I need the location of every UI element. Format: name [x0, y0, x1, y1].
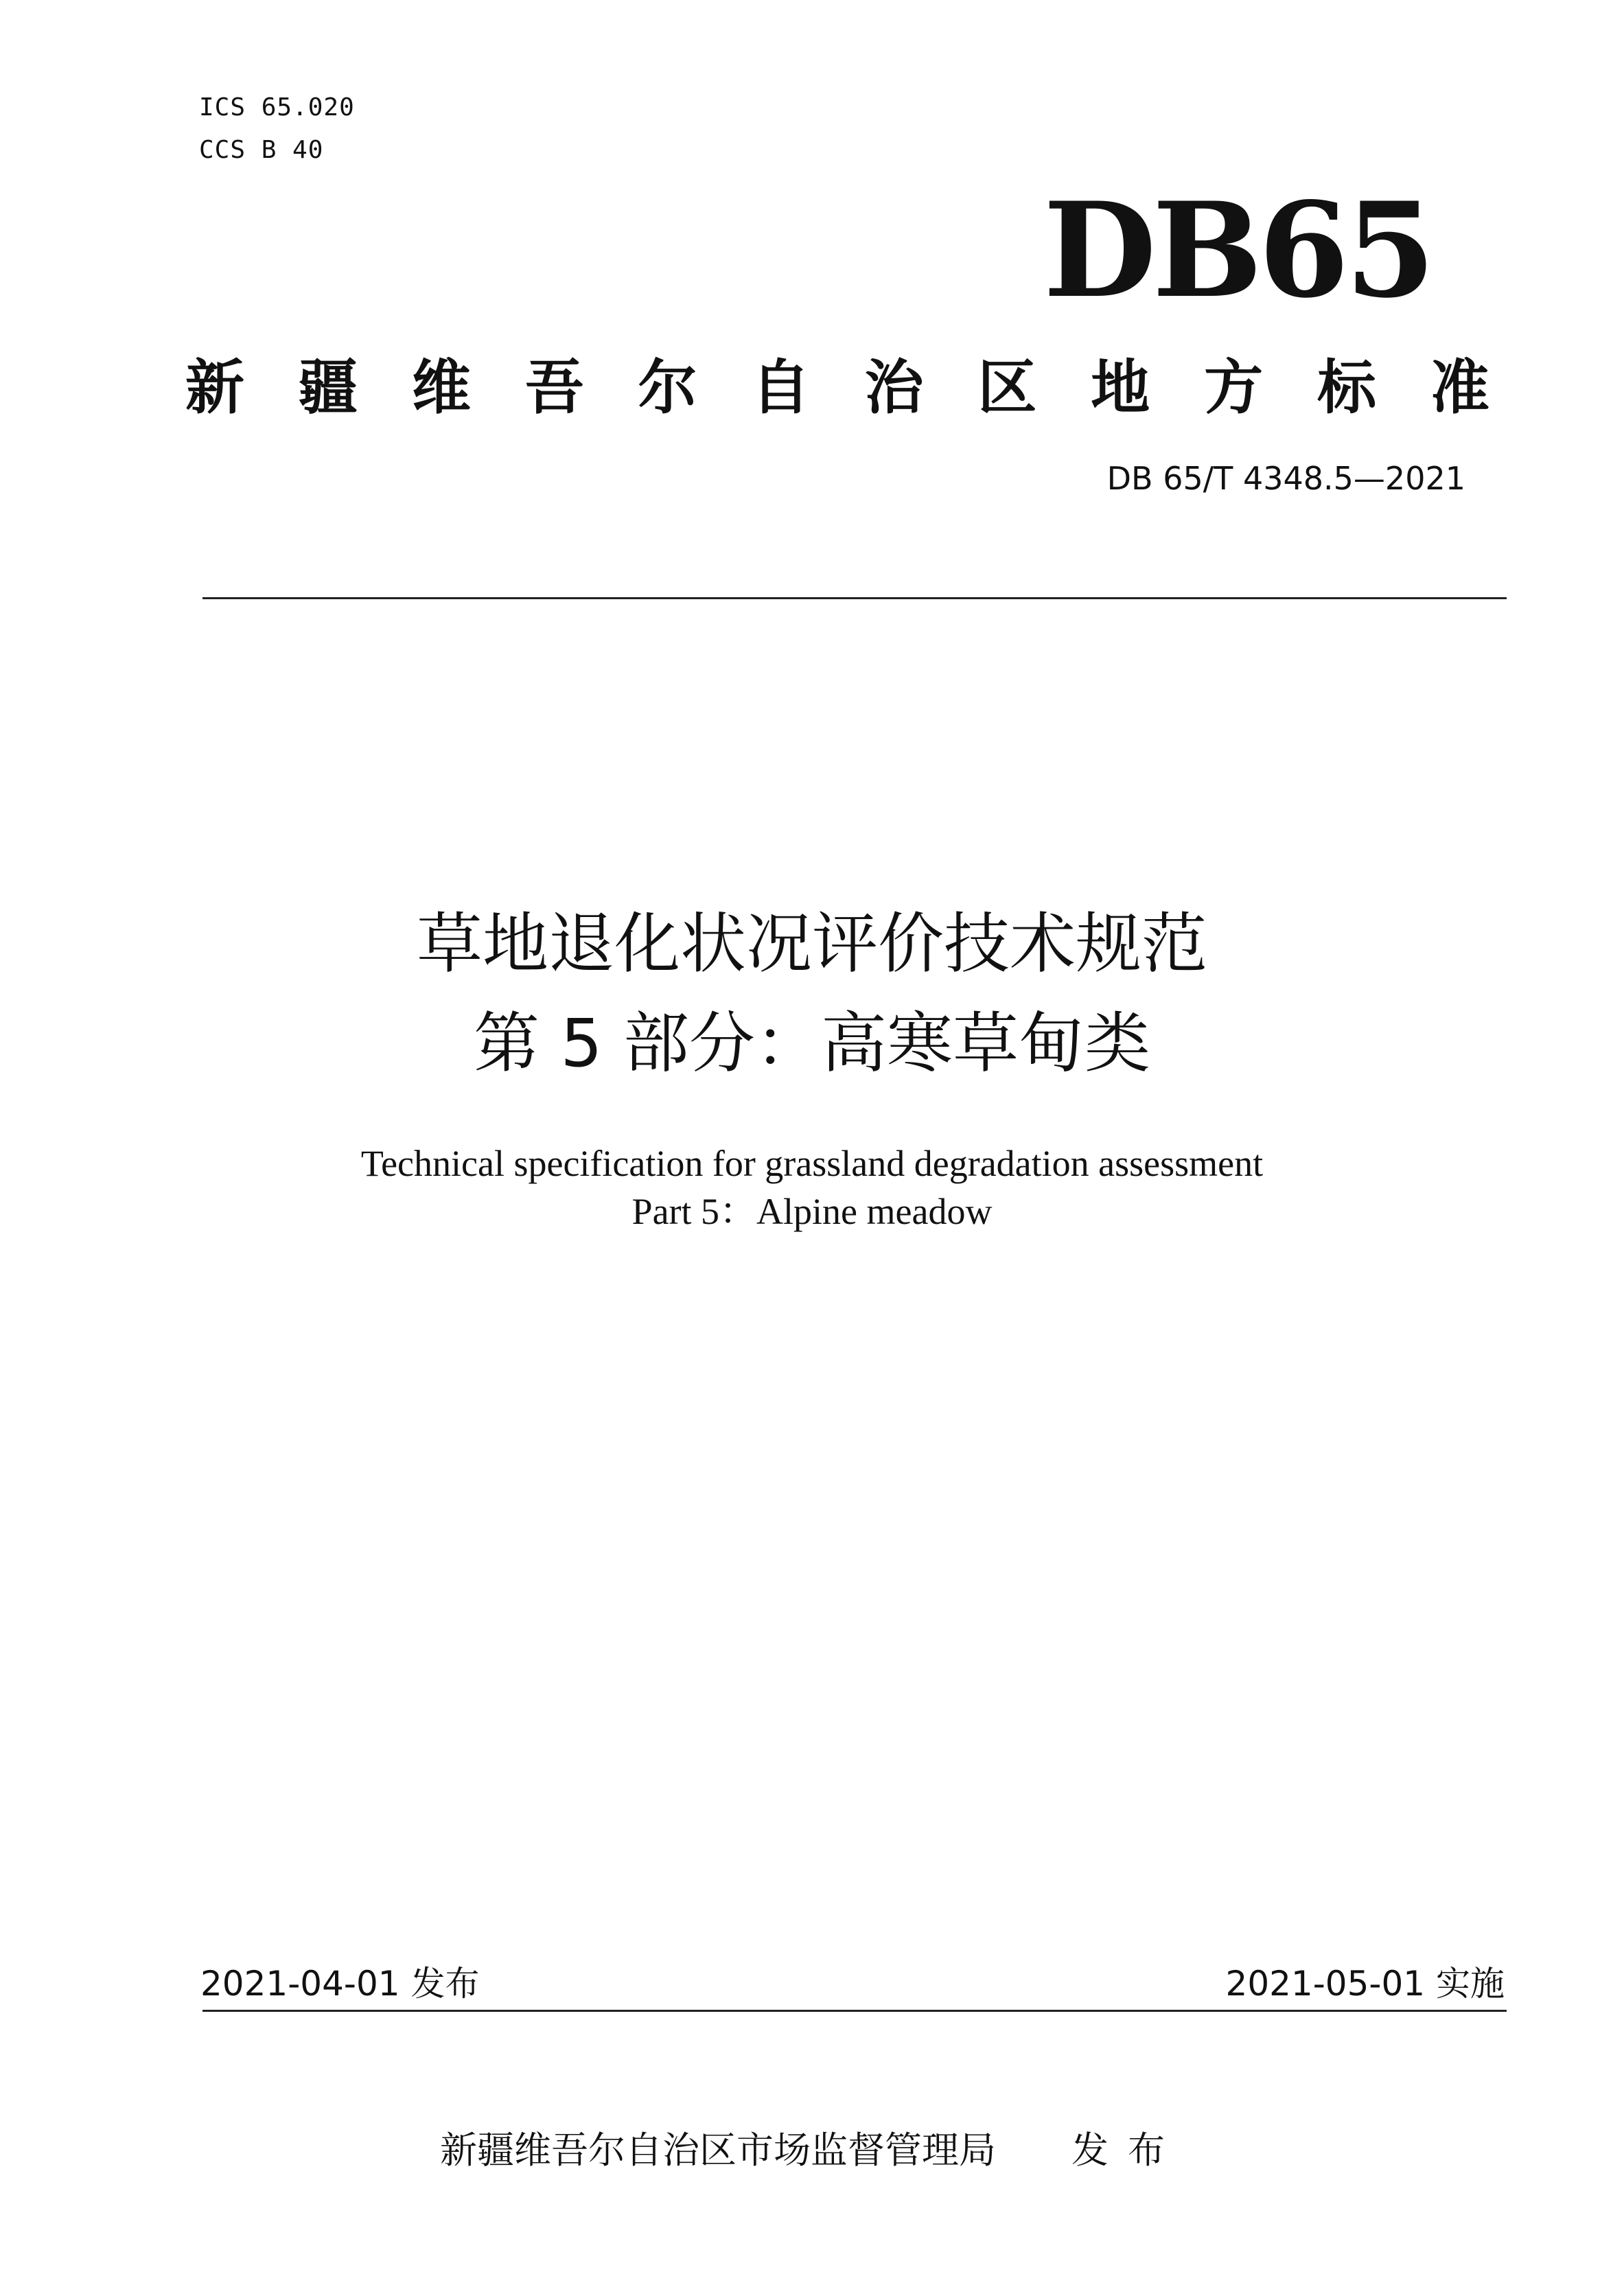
standard-code: DB 65/T 4348.5—2021 — [1106, 460, 1465, 497]
standard-type-char: 标 — [1317, 353, 1377, 422]
standard-type-char: 区 — [977, 353, 1037, 422]
standard-type-char: 新 — [185, 353, 244, 422]
ccs-code: CCS B 40 — [199, 136, 324, 164]
publisher-line — [0, 2121, 1624, 2174]
title-cn-line1: 草地退化状况评价技术规范 — [417, 905, 1207, 982]
standard-type-heading — [185, 353, 1489, 422]
standard-type-char: 尔 — [638, 353, 697, 422]
standard-type-char: 维 — [411, 353, 471, 422]
standard-type-char: 吾 — [524, 353, 584, 422]
standard-type-char: 方 — [1204, 353, 1264, 422]
bottom-divider — [202, 2010, 1507, 2012]
standard-type-char: 治 — [864, 353, 924, 422]
top-divider — [202, 597, 1507, 599]
standard-type-char: 准 — [1430, 353, 1489, 422]
publish-word: 发布 — [1071, 2129, 1184, 2172]
title-en-line1: Technical specification for grassland degradation assessment — [360, 1143, 1264, 1184]
implementation-date: 2021-05-01 实施 — [1225, 1964, 1505, 2004]
issue-date: 2021-04-01 发布 — [200, 1964, 480, 2004]
ics-code: ICS 65.020 — [199, 93, 355, 121]
standard-type-char: 自 — [751, 353, 811, 422]
publisher-name: 新疆维吾尔自治区市场监督管理局 — [440, 2129, 996, 2172]
title-cn-line2: 第 5 部分：高寒草甸类 — [473, 1005, 1151, 1082]
standard-type-char: 疆 — [298, 353, 358, 422]
db-logo: DB65 — [1043, 174, 1432, 327]
standard-type-char: 地 — [1091, 353, 1150, 422]
title-en-line2: Part 5：Alpine meadow — [631, 1191, 993, 1232]
